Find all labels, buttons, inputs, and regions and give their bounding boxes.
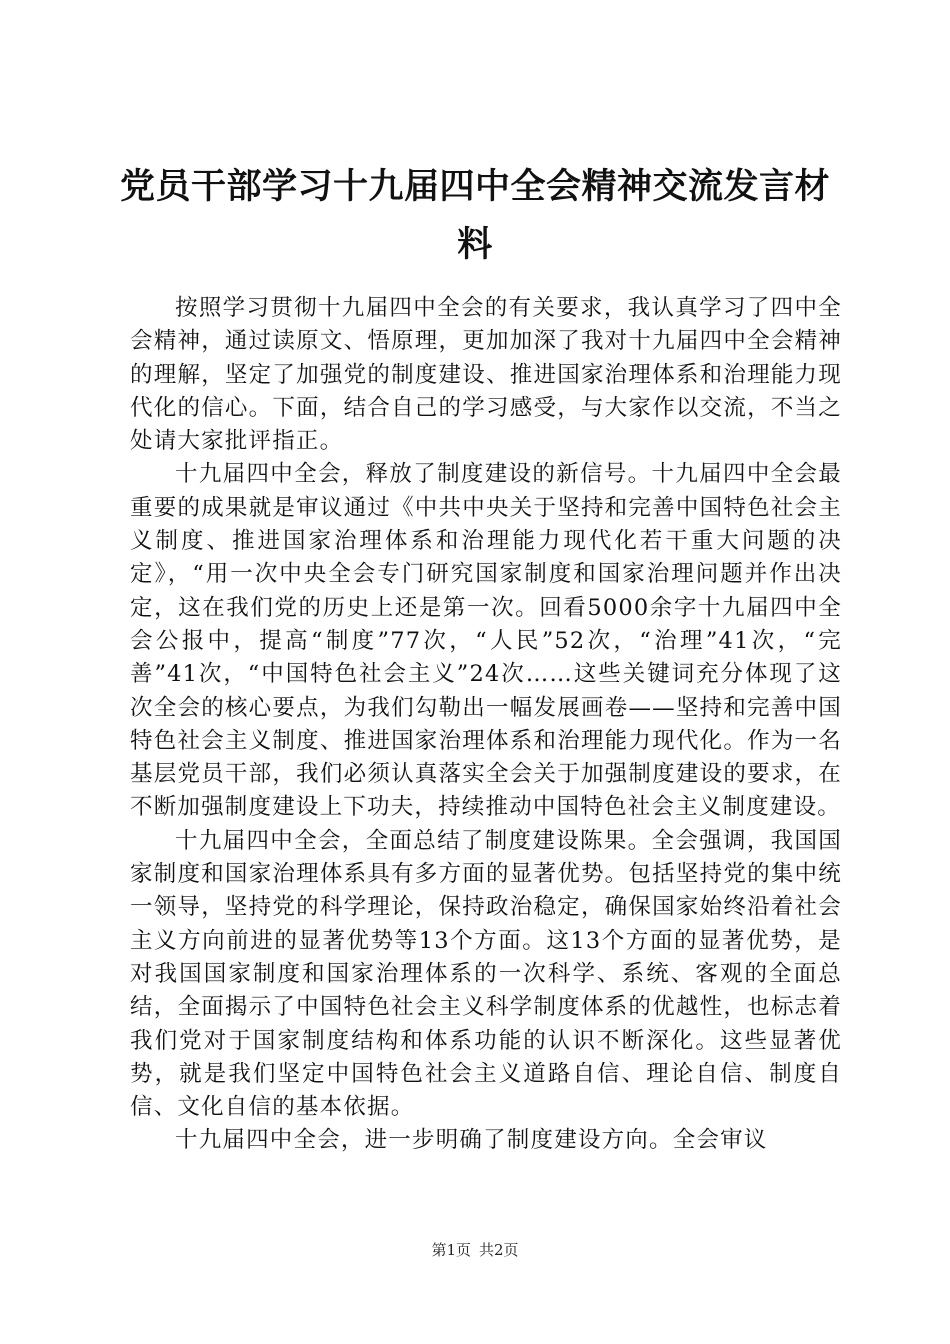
paragraph-2: 十九届四中全会，释放了制度建设的新信号。十九届四中全会最重要的成果就是审议通过《中共中央关于坚持和完善中国特色社会主义制度、推进国家治理体系和治理能力现代化若干重大问题的决定》，“用一次中央全会专门研究国家制度和国家治理问题并作出决定，这在我们党的历史上还是第一次。回看5000余字十九届四中全会公报中，提高“制度”77次，“人民”52次，“治理”41次，“完善”41次，“中国特色社会主义”24次……这些关键词充分体现了这次全会的核心要点，为我们勾勒出一幅发展画卷——坚持和完善中国特色社会主义制度、推进国家治理体系和治理能力现代化。作为一名基层党员干部，我们必须认真落实全会关于加强制度建设的要求，在不断加强制度建设上下功夫，持续推动中国特色社会主义制度建设。 — [130, 461, 842, 821]
paragraph-4: 十九届四中全会，进一步明确了制度建设方向。全会审议 — [175, 1127, 768, 1154]
document-body — [130, 292, 842, 1158]
paragraph-3: 十九届四中全会，全面总结了制度建设陈果。全会强调，我国国家制度和国家治理体系具有多方面的显著优势。包括坚持党的集中统一领导，坚持党的科学理论，保持政治稳定，确保国家始终沿着社会主义方向前进的显著优势等13个方面。这13个方面的显著优势，是对我国国家制度和国家治理体系的一次科学、系统、客观的全面总结，全面揭示了中国特色社会主义科学制度体系的优越性，也标志着我们党对于国家制度结构和体系功能的认识不断深化。这些显著优势，就是我们坚定中国特色社会主义道路自信、理论自信、制度自信、文化自信的基本依据。 — [130, 827, 842, 1121]
document-title: 党员干部学习十九届四中全会精神交流发言材料 — [120, 167, 831, 265]
paragraph-1: 按照学习贯彻十九届四中全会的有关要求，我认真学习了四中全会精神，通过读原文、悟原理，更加加深了我对十九届四中全会精神的理解，坚定了加强党的制度建设、推进国家治理体系和治理能力现代化的信心。下面，结合自己的学习感受，与大家作以交流，不当之处请大家批评指正。 — [130, 295, 842, 455]
page-footer — [0, 1240, 950, 1260]
page-total: 共2页 — [479, 1241, 519, 1259]
page-number: 第1页 — [431, 1241, 471, 1259]
